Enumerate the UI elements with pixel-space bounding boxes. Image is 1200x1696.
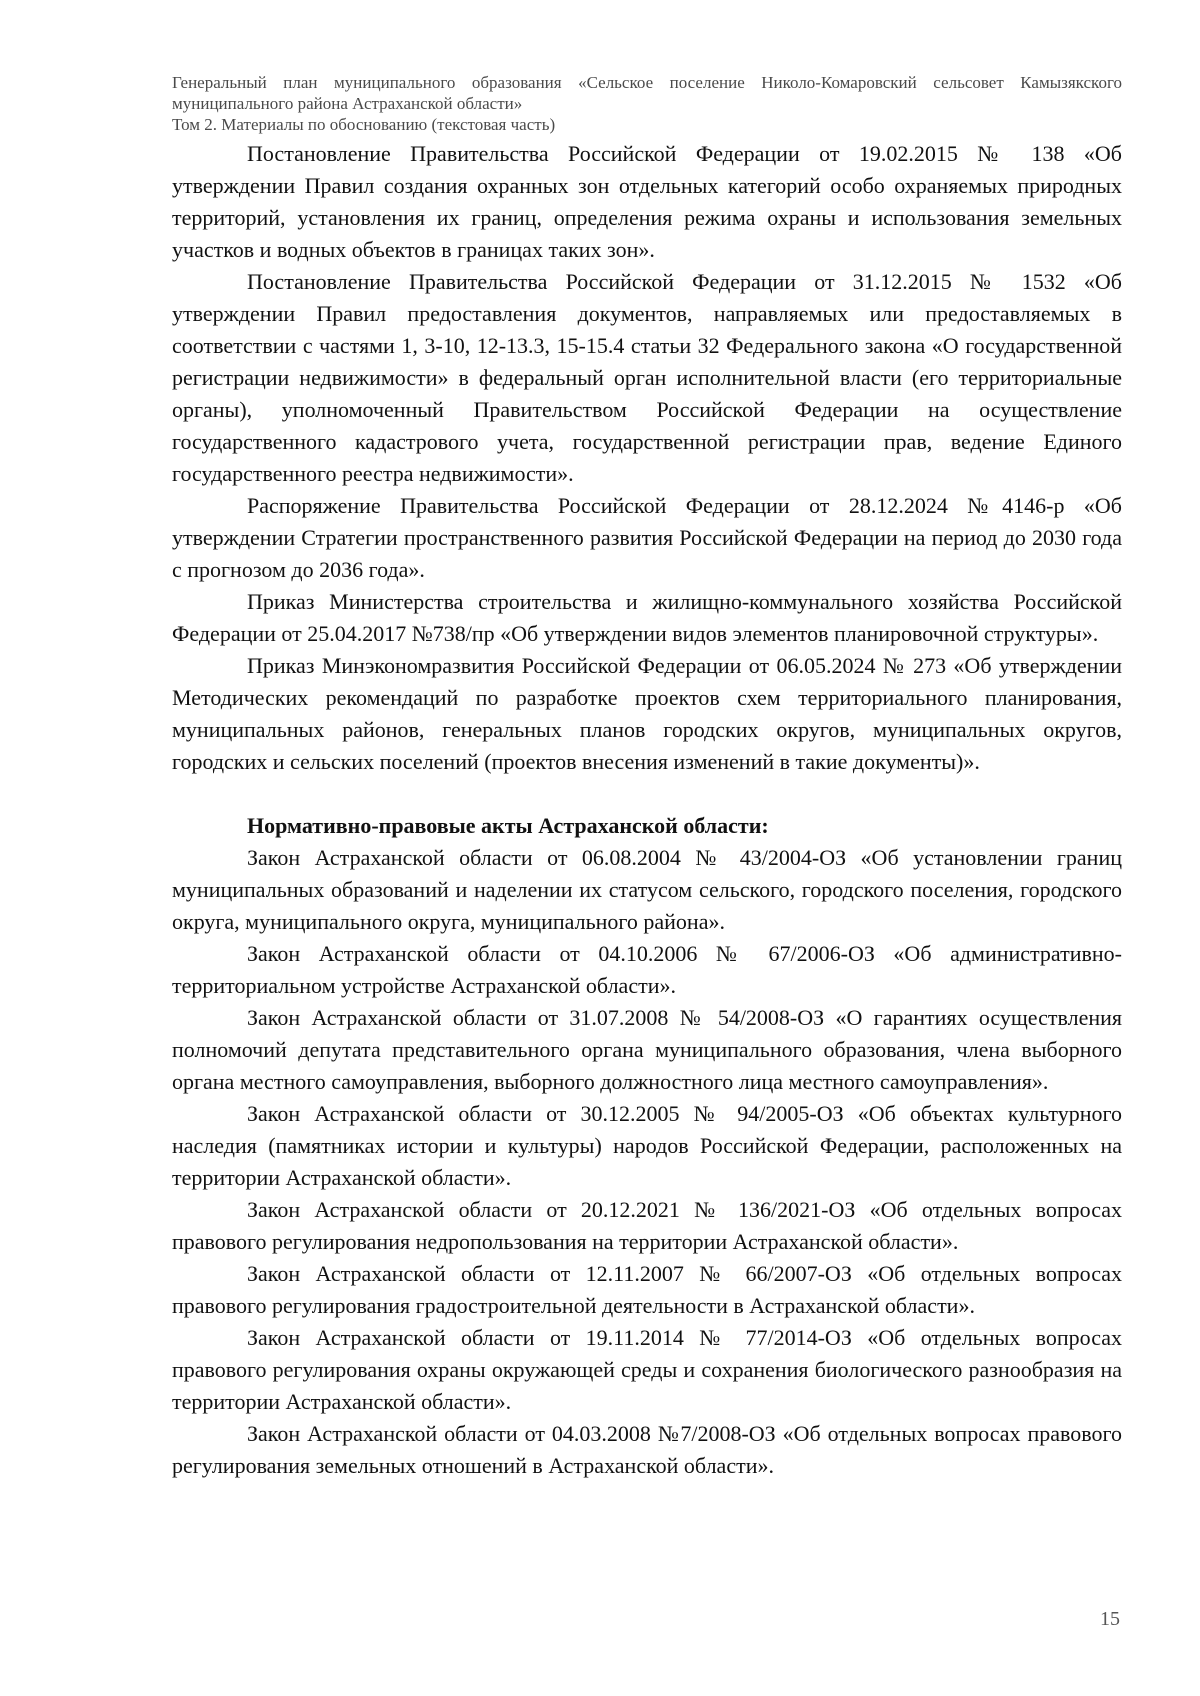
- paragraph: Закон Астраханской области от 12.11.2007 № 66/2007-ОЗ «Об отдельных вопросах правового регулирования градостроительной деятельности в Астраханской области».: [172, 1261, 1122, 1318]
- header-volume: Том 2. Материалы по обоснованию (текстовая часть): [172, 115, 556, 134]
- paragraph: Закон Астраханской области от 31.07.2008 № 54/2008-ОЗ «О гарантиях осуществления полномочий депутата представительного органа муниципального образования, члена выборного органа местного самоуправления, выборного должностного лица местного самоуправления».: [172, 1005, 1122, 1094]
- running-header: [172, 72, 1122, 135]
- paragraph: Постановление Правительства Российской Федерации от 19.02.2015 № 138 «Об утверждении Правил создания охранных зон отдельных категорий особо охраняемых природных территорий, установления их границ, определения режима охраны и использования земельных участков и водных объектов в границах таких зон».: [172, 141, 1122, 262]
- page-number: 15: [1100, 1608, 1120, 1630]
- paragraph: Закон Астраханской области от 20.12.2021 № 136/2021-ОЗ «Об отдельных вопросах правового регулирования недропользования на территории Астраханской области».: [172, 1197, 1122, 1254]
- paragraph: Закон Астраханской области от 04.03.2008 №7/2008-ОЗ «Об отдельных вопросах правового регулирования земельных отношений в Астраханской области».: [172, 1421, 1122, 1478]
- paragraph: Закон Астраханской области от 30.12.2005 № 94/2005-ОЗ «Об объектах культурного наследия (памятниках истории и культуры) народов Российской Федерации, расположенных на территории Астраханской области».: [172, 1101, 1122, 1190]
- header-title: Генеральный план муниципального образования «Сельское поселение Николо-Комаровский сельсовет Камызякского муниципального района Астраханской области»: [172, 73, 1122, 113]
- paragraph: Приказ Министерства строительства и жилищно-коммунального хозяйства Российской Федерации от 25.04.2017 №738/пр «Об утверждении видов элементов планировочной структуры».: [172, 589, 1122, 646]
- paragraph: Закон Астраханской области от 06.08.2004 № 43/2004-ОЗ «Об установлении границ муниципальных образований и наделении их статусом сельского, городского поселения, городского округа, муниципального округа, муниципального района».: [172, 845, 1122, 934]
- paragraph: Приказ Минэкономразвития Российской Федерации от 06.05.2024 № 273 «Об утверждении Методических рекомендаций по разработке проектов схем территориального планирования, муниципальных районов, генеральных планов городских округов, муниципальных округов, городских и сельских поселений (проектов внесения изменений в такие документы)».: [172, 653, 1122, 774]
- section-spacer: [172, 778, 1122, 810]
- paragraph: Закон Астраханской области от 04.10.2006 № 67/2006-ОЗ «Об административно-территориальном устройстве Астраханской области».: [172, 941, 1122, 998]
- paragraph: Постановление Правительства Российской Федерации от 31.12.2015 № 1532 «Об утверждении Правил предоставления документов, направляемых или предоставляемых в соответствии с частями 1, 3-10, 12-13.3, 15-15.4 статьи 32 Федерального закона «О государственной регистрации недвижимости» в федеральный орган исполнительной власти (его территориальные органы), уполномоченный Правительством Российской Федерации на осуществление государственного кадастрового учета, государственной регистрации прав, ведение Единого государственного реестра недвижимости».: [172, 269, 1122, 486]
- body-text: [172, 138, 1122, 1482]
- paragraph: Закон Астраханской области от 19.11.2014 № 77/2014-ОЗ «Об отдельных вопросах правового регулирования охраны окружающей среды и сохранения биологического разнообразия на территории Астраханской области».: [172, 1325, 1122, 1414]
- paragraph: Распоряжение Правительства Российской Федерации от 28.12.2024 №4146-р «Об утверждении Стратегии пространственного развития Российской Федерации на период до 2030 года с прогнозом до 2036 года».: [172, 493, 1122, 582]
- section-heading: Нормативно-правовые акты Астраханской области:: [247, 813, 769, 838]
